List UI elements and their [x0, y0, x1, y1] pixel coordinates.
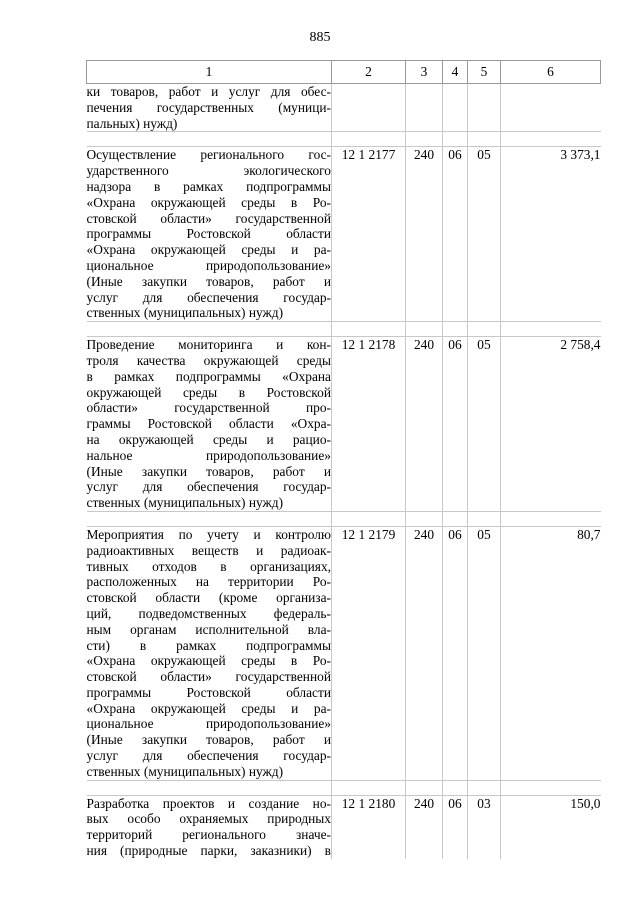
row-description: [87, 337, 332, 512]
header-col-4: 4: [443, 61, 468, 84]
description-line: стовской области» государственной: [86, 210, 331, 226]
description-line: (Иные закупки товаров, работ и: [86, 463, 331, 479]
description-line: Проведение мониторинга и кон-: [86, 337, 331, 353]
description-line: «Охрана окружающей среды и ра-: [86, 242, 331, 258]
row-spacer: [87, 511, 601, 526]
subsection-code: 05: [468, 337, 501, 512]
description-line: области» государственной про-: [86, 400, 331, 416]
description-line: ций, подведомственных федераль-: [86, 605, 331, 621]
table-row: [87, 526, 601, 780]
description-line: ственных (муниципальных) нужд): [86, 495, 284, 511]
description-line: радиоактивных веществ и радиоак-: [86, 542, 331, 558]
description-line: стовской области» государственной: [86, 669, 331, 685]
page-number: 885: [309, 30, 331, 45]
section-code: [443, 84, 468, 132]
description-line: Разработка проектов и создание но-: [86, 795, 331, 811]
description-line: Мероприятия по учету и контролю: [86, 526, 331, 542]
spacer-cell: [501, 132, 601, 147]
description-line: «Охрана окружающей среды и ра-: [86, 700, 331, 716]
target-code: [332, 84, 406, 132]
description-line: пальных) нужд): [86, 115, 178, 131]
spacer-cell: [406, 511, 443, 526]
spacer-cell: [443, 780, 468, 795]
subsection-code: [468, 84, 501, 132]
target-code: 12 1 2178: [332, 337, 406, 512]
description-line: циональное природопользование»: [86, 716, 331, 732]
expense-type: 240: [406, 526, 443, 780]
subsection-code: 05: [468, 147, 501, 322]
description-line: стовской области (кроме организа-: [86, 590, 331, 606]
spacer-cell: [406, 322, 443, 337]
spacer-cell: [332, 780, 406, 795]
description-line: услуг для обеспечения государ-: [86, 479, 331, 495]
section-code: 06: [443, 795, 468, 859]
header-col-1: 1: [87, 61, 332, 84]
table-header-row: [87, 61, 601, 84]
budget-table: [86, 60, 601, 859]
spacer-cell: [87, 322, 332, 337]
table-row: [87, 147, 601, 322]
description-line: вых особо охраняемых природных: [86, 811, 331, 827]
spacer-cell: [501, 780, 601, 795]
expense-type: 240: [406, 337, 443, 512]
description-line: ственных (муниципальных) нужд): [86, 305, 284, 321]
description-line: (Иные закупки товаров, работ и: [86, 732, 331, 748]
spacer-cell: [501, 511, 601, 526]
description-line: территорий регионального значе-: [86, 827, 331, 843]
amount-value: 80,7: [501, 526, 601, 780]
table-row: [87, 795, 601, 859]
description-line: услуг для обеспечения государ-: [86, 748, 331, 764]
description-line: печения государственных (муници-: [86, 99, 331, 115]
header-col-5: 5: [468, 61, 501, 84]
spacer-cell: [443, 511, 468, 526]
table-body: [87, 84, 601, 859]
description-line: Осуществление регионального гос-: [86, 147, 331, 163]
description-line: троля качества окружающей среды: [86, 352, 331, 368]
spacer-cell: [468, 511, 501, 526]
row-spacer: [87, 780, 601, 795]
spacer-cell: [406, 132, 443, 147]
spacer-cell: [332, 322, 406, 337]
description-line: ным органам исполнительной вла-: [86, 621, 331, 637]
section-code: 06: [443, 337, 468, 512]
spacer-cell: [87, 511, 332, 526]
description-line: (Иные закупки товаров, работ и: [86, 273, 331, 289]
spacer-cell: [332, 132, 406, 147]
table-row: [87, 337, 601, 512]
description-line: сти) в рамках подпрограммы: [86, 637, 331, 653]
subsection-code: 03: [468, 795, 501, 859]
spacer-cell: [501, 322, 601, 337]
spacer-cell: [87, 132, 332, 147]
spacer-cell: [406, 780, 443, 795]
spacer-cell: [332, 511, 406, 526]
spacer-cell: [443, 322, 468, 337]
target-code: 12 1 2177: [332, 147, 406, 322]
target-code: 12 1 2179: [332, 526, 406, 780]
header-col-3: 3: [406, 61, 443, 84]
description-line: граммы Ростовской области «Охра-: [86, 416, 331, 432]
description-line: «Охрана окружающей среды в Ро-: [86, 194, 331, 210]
description-line: программы Ростовской области: [86, 226, 331, 242]
amount-value: 3 373,1: [501, 147, 601, 322]
target-code: 12 1 2180: [332, 795, 406, 859]
description-line: ния (природные парки, заказники) в: [86, 843, 331, 859]
description-line: расположенных на территории Ро-: [86, 574, 331, 590]
description-line: «Охрана окружающей среды в Ро-: [86, 653, 331, 669]
spacer-cell: [468, 132, 501, 147]
spacer-cell: [87, 780, 332, 795]
subsection-code: 05: [468, 526, 501, 780]
row-spacer: [87, 132, 601, 147]
description-line: на окружающей среды и рацио-: [86, 431, 331, 447]
spacer-cell: [468, 322, 501, 337]
row-spacer: [87, 322, 601, 337]
description-line: ственных (муниципальных) нужд): [86, 763, 284, 779]
description-line: ударственного экологического: [86, 163, 331, 179]
expense-type: [406, 84, 443, 132]
section-code: 06: [443, 526, 468, 780]
amount-value: 2 758,4: [501, 337, 601, 512]
description-line: нальное природопользование»: [86, 447, 331, 463]
amount-value: [501, 84, 601, 132]
row-description: [87, 147, 332, 322]
section-code: 06: [443, 147, 468, 322]
description-line: ки товаров, работ и услуг для обес-: [86, 84, 331, 99]
description-line: в рамках подпрограммы «Охрана: [86, 368, 331, 384]
row-description: [87, 526, 332, 780]
description-line: тивных отходов в организациях,: [86, 558, 331, 574]
amount-value: 150,0: [501, 795, 601, 859]
header-col-2: 2: [332, 61, 406, 84]
row-description: [87, 795, 332, 859]
description-line: циональное природопользование»: [86, 257, 331, 273]
description-line: программы Ростовской области: [86, 684, 331, 700]
expense-type: 240: [406, 147, 443, 322]
description-line: надзора в рамках подпрограммы: [86, 178, 331, 194]
spacer-cell: [443, 132, 468, 147]
description-line: услуг для обеспечения государ-: [86, 289, 331, 305]
row-description: [87, 84, 332, 132]
header-col-6: 6: [501, 61, 601, 84]
table-row: [87, 84, 601, 132]
expense-type: 240: [406, 795, 443, 859]
spacer-cell: [468, 780, 501, 795]
description-line: окружающей среды в Ростовской: [86, 384, 331, 400]
